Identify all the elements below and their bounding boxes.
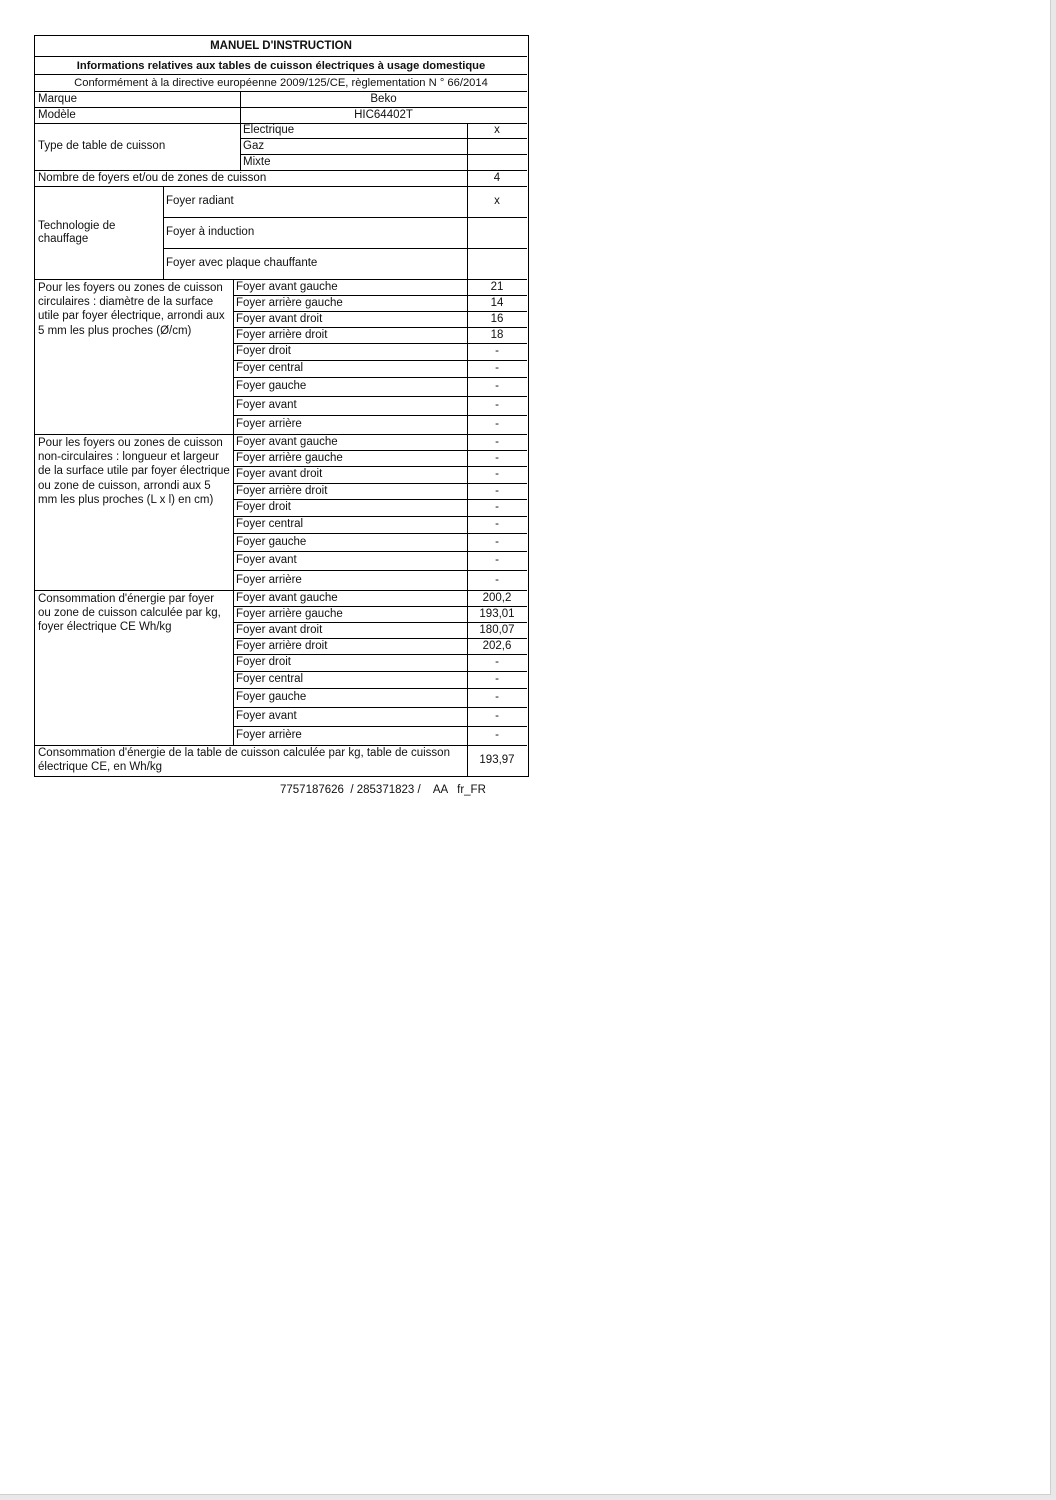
circular-row-value: - (495, 380, 499, 392)
table-subtitle: Informations relatives aux tables de cuisson électriques à usage domestique (76, 59, 486, 72)
energy-row-value: 202,6 (482, 639, 512, 652)
noncircular-row-value: - (495, 573, 499, 586)
noncircular-row-value: - (495, 484, 499, 497)
energy-row-value: - (495, 691, 499, 703)
energy-row-label: Foyer central (236, 673, 304, 685)
energy-row-value: 180,07 (479, 623, 515, 636)
energy-row-label: Foyer gauche (236, 691, 307, 703)
circular-row-value: 16 (490, 312, 504, 325)
noncircular-row-value: - (495, 554, 499, 566)
energy-row-label: Foyer avant droit (236, 623, 323, 636)
circular-row-label: Foyer central (236, 362, 304, 374)
noncircular-row-label: Foyer arrière droit (236, 484, 328, 497)
noncircular-row-value: - (495, 518, 499, 530)
circular-row-value: 14 (490, 296, 504, 309)
energy-row-value: - (495, 656, 499, 668)
energy-row-value: - (495, 729, 499, 741)
spec-table (34, 35, 529, 777)
noncircular-row-label: Foyer avant (236, 554, 297, 566)
heating-tech-value (467, 217, 527, 248)
model-value: HIC64402T (354, 108, 413, 121)
noncircular-row-value: - (495, 451, 499, 464)
noncircular-row-label: Foyer avant gauche (236, 435, 338, 448)
heating-tech-value (467, 248, 527, 279)
circular-row-label: Foyer arrière droit (236, 328, 328, 341)
energy-row-label: Foyer avant (236, 710, 297, 722)
circular-row-value: - (495, 399, 499, 411)
energy-row-value: - (495, 673, 499, 685)
energy-row-label: Foyer droit (236, 656, 291, 668)
energy-row-value: 200,2 (482, 591, 512, 604)
hob-type-option: Électrique (243, 124, 295, 136)
circular-row-label: Foyer arrière gauche (236, 296, 343, 309)
heating-tech-option: Foyer radiant (166, 195, 234, 207)
noncircular-row-label: Foyer arrière (236, 573, 302, 586)
brand-label: Marque (38, 92, 77, 105)
noncircular-row-label: Foyer central (236, 518, 304, 530)
noncircular-row-value: - (495, 435, 499, 448)
noncircular-row-label: Foyer gauche (236, 535, 307, 548)
circular-row-label: Foyer avant (236, 399, 297, 411)
noncircular-row-label: Foyer avant droit (236, 468, 323, 480)
brand-value: Beko (370, 92, 397, 105)
circular-row-label: Foyer droit (236, 345, 291, 357)
directive-line: Conformément à la directive européenne 2009/125/CE, règlementation N ° 66/2014 (74, 76, 488, 89)
energy-row-label: Foyer arrière (236, 729, 302, 741)
total-energy-value: 193,97 (479, 754, 515, 766)
circular-row-value: - (495, 362, 499, 374)
circular-row-label: Foyer avant droit (236, 312, 323, 325)
heating-tech-option: Foyer avec plaque chauffante (166, 257, 318, 269)
circular-row-value: - (495, 418, 499, 430)
model-label: Modèle (38, 108, 76, 121)
footer-reference: 7757187626 / 285371823 / AA fr_FR (280, 784, 486, 796)
circular-row-label: Foyer avant gauche (236, 280, 338, 293)
circular-row-value: - (495, 345, 499, 357)
circular-section-label: Pour les foyers ou zones de cuisson circulaires : diamètre de la surface utile par foyer électrique, arrondi aux 5 mm les plus proches (Ø/cm) (38, 282, 225, 337)
energy-row-label: Foyer arrière droit (236, 639, 328, 652)
hob-type-value (467, 138, 527, 154)
noncircular-row-value: - (495, 468, 499, 480)
circular-row-value: 21 (490, 280, 504, 293)
heating-tech-value: x (494, 195, 500, 207)
circular-row-value: 18 (490, 328, 504, 341)
heating-tech-label: Technologie de chauffage (38, 219, 116, 245)
zones-count-value: 4 (493, 171, 501, 184)
noncircular-section-label: Pour les foyers ou zones de cuisson non-circulaires : longueur et largeur de la surface utile par foyer électrique ou zone de cuisson, arrondi aux 5 mm les plus proches (L x l) en cm) (38, 437, 230, 506)
zones-count-label: Nombre de foyers et/ou de zones de cuisson (38, 171, 267, 184)
hob-type-option: Gaz (243, 139, 265, 152)
total-energy-label: Consommation d'énergie de la table de cuisson calculée par kg, table de cuisson électrique CE, en Wh/kg (38, 747, 450, 773)
circular-row-label: Foyer gauche (236, 380, 307, 392)
noncircular-row-label: Foyer arrière gauche (236, 451, 343, 464)
hob-type-label: Type de table de cuisson (38, 140, 166, 152)
energy-row-value: - (495, 710, 499, 722)
energy-section-label: Consommation d'énergie par foyer ou zone de cuisson calculée par kg, foyer électrique CE Wh/kg (38, 593, 221, 634)
noncircular-row-label: Foyer droit (236, 501, 291, 513)
hob-type-value: x (494, 124, 500, 136)
hob-type-value (467, 154, 527, 170)
table-title: MANUEL D'INSTRUCTION (210, 39, 352, 52)
heating-tech-option: Foyer à induction (166, 226, 255, 238)
hob-type-option: Mixte (243, 155, 271, 168)
circular-row-label: Foyer arrière (236, 418, 302, 430)
energy-row-value: 193,01 (479, 607, 515, 620)
noncircular-row-value: - (495, 501, 499, 513)
energy-row-label: Foyer avant gauche (236, 591, 338, 604)
noncircular-row-value: - (495, 535, 499, 548)
energy-row-label: Foyer arrière gauche (236, 607, 343, 620)
